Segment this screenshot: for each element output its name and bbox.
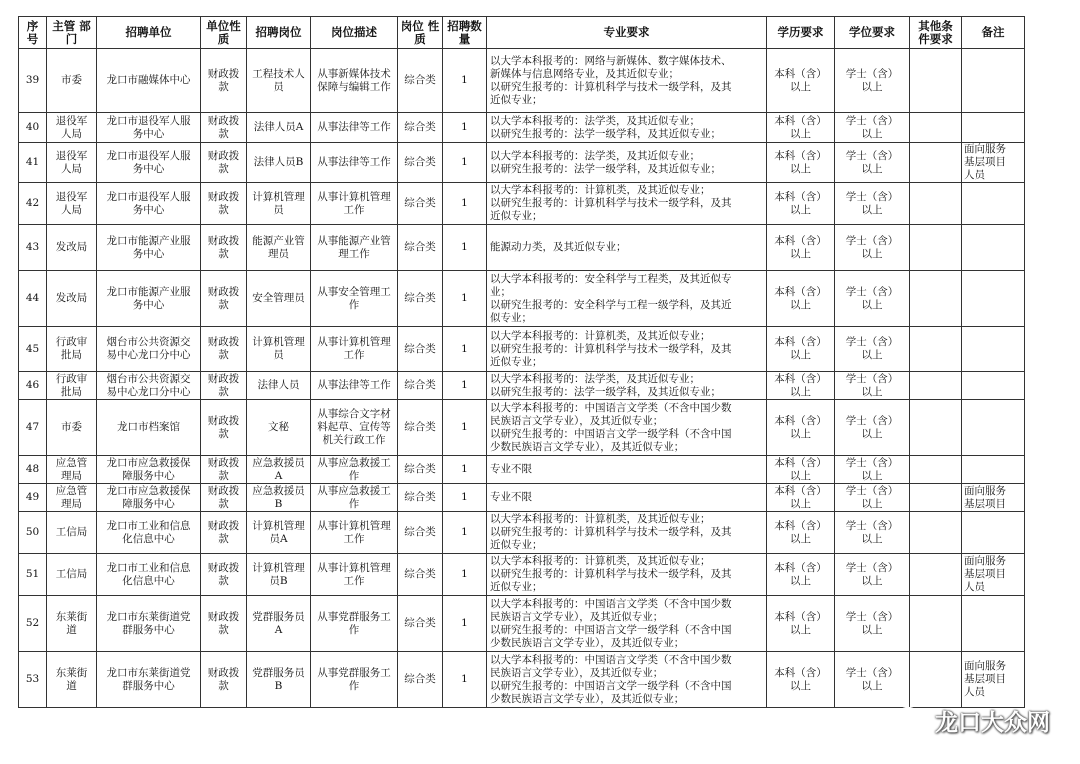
col-count: 招聘数 量 [443,17,487,49]
cell-major: 以大学本科报考的：中国语言文学类（不含中国少数 民族语言文学专业），及其近似专业； 以研究生报考的：中国语言文学一级学科（不含中国 少数民族语言文学专业），及其近似专业； [487,652,767,708]
cell-post: 党群服务员 A [247,596,311,652]
cell-unit: 龙口市能源产业服 务中心 [97,271,201,327]
cell-major: 以大学本科报考的：计算机类，及其近似专业； 以研究生报考的：计算机科学与技术一级学科，及其 近似专业； [487,183,767,225]
cell-note [962,113,1025,143]
cell-category: 综合类 [398,372,443,400]
cell-degree: 学士（含） 以上 [835,512,910,554]
cell-desc: 从事党群服务工 作 [311,652,398,708]
cell-dept: 应急管 理局 [47,484,97,512]
cell-category: 综合类 [398,456,443,484]
cell-degree: 学士（含） 以上 [835,183,910,225]
cell-seq: 43 [19,225,47,271]
col-dept: 主管 部门 [47,17,97,49]
cell-degree: 学士（含） 以上 [835,49,910,113]
cell-unit: 龙口市能源产业服 务中心 [97,225,201,271]
table-row [19,456,1025,484]
cell-seq: 40 [19,113,47,143]
cell-category: 综合类 [398,652,443,708]
cell-unit: 龙口市工业和信息 化信息中心 [97,512,201,554]
table-row [19,484,1025,512]
watermark [895,700,1050,740]
cell-major: 以大学本科报考的：中国语言文学类（不含中国少数 民族语言文学专业），及其近似专业； 以研究生报考的：中国语言文学一级学科（不含中国 少数民族语言文学专业），及其近似专业； [487,596,767,652]
cell-dept: 退役军 人局 [47,183,97,225]
cell-degree: 学士（含） 以上 [835,596,910,652]
cell-note [962,512,1025,554]
cell-major: 专业不限 [487,484,767,512]
cell-count: 1 [443,183,487,225]
cell-edu: 本科（含） 以上 [767,484,835,512]
table-row [19,372,1025,400]
cell-degree: 学士（含） 以上 [835,400,910,456]
cell-category: 综合类 [398,554,443,596]
col-edu: 学历要求 [767,17,835,49]
cell-dept: 市委 [47,49,97,113]
cell-other [910,113,962,143]
table-row [19,512,1025,554]
cell-dept: 应急管 理局 [47,456,97,484]
cell-edu: 本科（含） 以上 [767,512,835,554]
cell-dept: 东莱街 道 [47,596,97,652]
cell-count: 1 [443,554,487,596]
cell-other [910,372,962,400]
cell-dept: 工信局 [47,512,97,554]
watermark-text: 龙口大众网 [935,709,1050,736]
cell-other [910,327,962,372]
cell-post: 法律人员 [247,372,311,400]
cell-note [962,225,1025,271]
cell-post: 法律人员A [247,113,311,143]
table-row [19,271,1025,327]
cell-degree: 学士（含） 以上 [835,456,910,484]
cell-major: 以大学本科报考的：安全科学与工程类，及其近似专 业； 以研究生报考的：安全科学与工程一级学科，及其近 似专业； [487,271,767,327]
cell-count: 1 [443,652,487,708]
cell-unit: 龙口市应急救援保 障服务中心 [97,484,201,512]
cell-other [910,183,962,225]
cell-desc: 从事应急救援工 作 [311,456,398,484]
table-row [19,652,1025,708]
cell-count: 1 [443,456,487,484]
cell-note: 面向服务 基层项目 人员 [962,143,1025,183]
cell-desc: 从事计算机管理 工作 [311,327,398,372]
cell-other [910,596,962,652]
cell-major: 以大学本科报考的：计算机类，及其近似专业； 以研究生报考的：计算机科学与技术一级学科，及其 近似专业； [487,327,767,372]
cell-other [910,512,962,554]
cell-category: 综合类 [398,225,443,271]
cell-edu: 本科（含） 以上 [767,113,835,143]
cell-seq: 42 [19,183,47,225]
cell-dept: 退役军 人局 [47,113,97,143]
cell-other [910,456,962,484]
cell-desc: 从事计算机管理 工作 [311,554,398,596]
cell-desc: 从事应急救援工 作 [311,484,398,512]
cell-seq: 50 [19,512,47,554]
cell-desc: 从事法律等工作 [311,113,398,143]
cell-note: 面向服务 基层项目 人员 [962,652,1025,708]
cell-desc: 从事计算机管理 工作 [311,183,398,225]
table-row [19,327,1025,372]
cell-post: 计算机管理 员 [247,327,311,372]
cell-nature: 财政拨 款 [201,183,247,225]
cell-category: 综合类 [398,49,443,113]
cell-post: 工程技术人 员 [247,49,311,113]
cell-desc: 从事新媒体技术 保障与编辑工作 [311,49,398,113]
cell-edu: 本科（含） 以上 [767,143,835,183]
cell-dept: 东莱街 道 [47,652,97,708]
cell-seq: 39 [19,49,47,113]
table-row [19,49,1025,113]
cell-major: 能源动力类，及其近似专业； [487,225,767,271]
cell-note [962,327,1025,372]
cell-unit: 烟台市公共资源交 易中心龙口分中心 [97,327,201,372]
col-category: 岗位 性 质 [398,17,443,49]
cell-nature: 财政拨 款 [201,512,247,554]
cell-note [962,183,1025,225]
cell-other [910,225,962,271]
cell-nature: 财政拨 款 [201,400,247,456]
cell-dept: 行政审 批局 [47,327,97,372]
cell-seq: 41 [19,143,47,183]
cell-count: 1 [443,484,487,512]
cell-other [910,484,962,512]
cell-degree: 学士（含） 以上 [835,554,910,596]
col-nature: 单位性 质 [201,17,247,49]
cell-nature: 财政拨 款 [201,652,247,708]
cell-count: 1 [443,596,487,652]
cell-edu: 本科（含） 以上 [767,596,835,652]
cell-degree: 学士（含） 以上 [835,372,910,400]
cell-category: 综合类 [398,484,443,512]
table-row [19,143,1025,183]
cell-desc: 从事计算机管理 工作 [311,512,398,554]
cell-post: 应急救援员 A [247,456,311,484]
cell-edu: 本科（含） 以上 [767,456,835,484]
cell-count: 1 [443,143,487,183]
cell-nature: 财政拨 款 [201,49,247,113]
cell-degree: 学士（含） 以上 [835,225,910,271]
cell-major: 以大学本科报考的：法学类，及其近似专业； 以研究生报考的：法学一级学科，及其近似专业； [487,113,767,143]
table-body [19,49,1025,708]
cell-edu: 本科（含） 以上 [767,271,835,327]
cell-unit: 龙口市融媒体中心 [97,49,201,113]
table-row [19,554,1025,596]
cell-dept: 市委 [47,400,97,456]
cell-count: 1 [443,49,487,113]
cell-degree: 学士（含） 以上 [835,271,910,327]
table-row [19,225,1025,271]
cell-post: 安全管理员 [247,271,311,327]
cell-unit: 龙口市档案馆 [97,400,201,456]
cell-count: 1 [443,271,487,327]
cell-nature: 财政拨 款 [201,225,247,271]
cell-dept: 行政审 批局 [47,372,97,400]
cell-post: 党群服务员 B [247,652,311,708]
cell-unit: 龙口市东莱街道党 群服务中心 [97,652,201,708]
cell-count: 1 [443,512,487,554]
recruitment-table [18,16,1025,708]
cell-unit: 龙口市退役军人服 务中心 [97,143,201,183]
table-row [19,596,1025,652]
cell-desc: 从事法律等工作 [311,143,398,183]
cell-dept: 发改局 [47,271,97,327]
cell-category: 综合类 [398,271,443,327]
cell-category: 综合类 [398,113,443,143]
cell-edu: 本科（含） 以上 [767,652,835,708]
col-other: 其他条 件要求 [910,17,962,49]
cell-post: 能源产业管 理员 [247,225,311,271]
cell-category: 综合类 [398,327,443,372]
cell-nature: 财政拨 款 [201,596,247,652]
cell-category: 综合类 [398,183,443,225]
cell-desc: 从事法律等工作 [311,372,398,400]
cell-edu: 本科（含） 以上 [767,554,835,596]
cell-nature: 财政拨 款 [201,143,247,183]
cell-degree: 学士（含） 以上 [835,652,910,708]
cell-edu: 本科（含） 以上 [767,400,835,456]
cell-dept: 发改局 [47,225,97,271]
cell-edu: 本科（含） 以上 [767,49,835,113]
cell-nature: 财政拨 款 [201,372,247,400]
cell-category: 综合类 [398,512,443,554]
cell-degree: 学士（含） 以上 [835,113,910,143]
cell-dept: 工信局 [47,554,97,596]
cell-category: 综合类 [398,596,443,652]
cell-nature: 财政拨 款 [201,484,247,512]
cell-note [962,271,1025,327]
cell-other [910,49,962,113]
cell-degree: 学士（含） 以上 [835,143,910,183]
col-seq: 序 号 [19,17,47,49]
cell-category: 综合类 [398,143,443,183]
cell-desc: 从事综合文字材 料起草、宣传等 机关行政工作 [311,400,398,456]
cell-note: 面向服务 基层项目 [962,484,1025,512]
cell-unit: 烟台市公共资源交 易中心龙口分中心 [97,372,201,400]
cell-desc: 从事党群服务工 作 [311,596,398,652]
cell-note [962,456,1025,484]
cell-count: 1 [443,225,487,271]
table-row [19,113,1025,143]
cell-note [962,596,1025,652]
cell-nature: 财政拨 款 [201,327,247,372]
cell-major: 以大学本科报考的：中国语言文学类（不含中国少数 民族语言文学专业），及其近似专业； 以研究生报考的：中国语言文学一级学科（不含中国 少数民族语言文学专业），及其近似专业； [487,400,767,456]
cell-edu: 本科（含） 以上 [767,225,835,271]
cell-unit: 龙口市退役军人服 务中心 [97,113,201,143]
col-unit: 招聘单位 [97,17,201,49]
cell-other [910,143,962,183]
col-desc: 岗位描述 [311,17,398,49]
cell-seq: 49 [19,484,47,512]
cell-seq: 51 [19,554,47,596]
cell-other [910,554,962,596]
col-note: 备注 [962,17,1025,49]
cell-seq: 52 [19,596,47,652]
cell-seq: 44 [19,271,47,327]
cell-other [910,400,962,456]
cell-edu: 本科（含） 以上 [767,183,835,225]
cell-seq: 47 [19,400,47,456]
cell-post: 应急救援员 B [247,484,311,512]
col-major: 专业要求 [487,17,767,49]
cell-note [962,49,1025,113]
header-row [19,17,1025,49]
cell-degree: 学士（含） 以上 [835,484,910,512]
cell-major: 以大学本科报考的：法学类，及其近似专业； 以研究生报考的：法学一级学科，及其近似专业； [487,143,767,183]
cell-edu: 本科（含） 以上 [767,327,835,372]
cell-note [962,372,1025,400]
cell-major: 以大学本科报考的：网络与新媒体、数字媒体技术、 新媒体与信息网络专业，及其近似专业； 以研究生报考的：计算机科学与技术一级学科，及其 近似专业； [487,49,767,113]
cell-post: 文秘 [247,400,311,456]
cell-seq: 46 [19,372,47,400]
cell-note [962,400,1025,456]
cell-other [910,271,962,327]
cell-note: 面向服务 基层项目 人员 [962,554,1025,596]
cell-seq: 53 [19,652,47,708]
wechat-logo-icon [895,705,929,735]
cell-desc: 从事能源产业管 理工作 [311,225,398,271]
cell-edu: 本科（含） 以上 [767,372,835,400]
cell-count: 1 [443,327,487,372]
cell-nature: 财政拨 款 [201,456,247,484]
cell-unit: 龙口市工业和信息 化信息中心 [97,554,201,596]
cell-seq: 48 [19,456,47,484]
cell-count: 1 [443,113,487,143]
cell-major: 以大学本科报考的：计算机类，及其近似专业； 以研究生报考的：计算机科学与技术一级学科，及其 近似专业； [487,512,767,554]
cell-nature: 财政拨 款 [201,113,247,143]
cell-degree: 学士（含） 以上 [835,327,910,372]
cell-major: 以大学本科报考的：计算机类，及其近似专业； 以研究生报考的：计算机科学与技术一级学科，及其 近似专业； [487,554,767,596]
cell-post: 计算机管理 员A [247,512,311,554]
cell-post: 计算机管理 员B [247,554,311,596]
table-row [19,183,1025,225]
cell-seq: 45 [19,327,47,372]
cell-unit: 龙口市东莱街道党 群服务中心 [97,596,201,652]
cell-post: 计算机管理 员 [247,183,311,225]
cell-nature: 财政拨 款 [201,554,247,596]
cell-count: 1 [443,372,487,400]
col-degree: 学位要求 [835,17,910,49]
cell-unit: 龙口市退役军人服 务中心 [97,183,201,225]
col-post: 招聘岗位 [247,17,311,49]
table-row [19,400,1025,456]
cell-dept: 退役军 人局 [47,143,97,183]
cell-unit: 龙口市应急救援保 障服务中心 [97,456,201,484]
cell-category: 综合类 [398,400,443,456]
cell-count: 1 [443,400,487,456]
cell-post: 法律人员B [247,143,311,183]
cell-nature: 财政拨 款 [201,271,247,327]
cell-major: 专业不限 [487,456,767,484]
cell-desc: 从事安全管理工 作 [311,271,398,327]
cell-major: 以大学本科报考的：法学类，及其近似专业； 以研究生报考的：法学一级学科，及其近似专业； [487,372,767,400]
